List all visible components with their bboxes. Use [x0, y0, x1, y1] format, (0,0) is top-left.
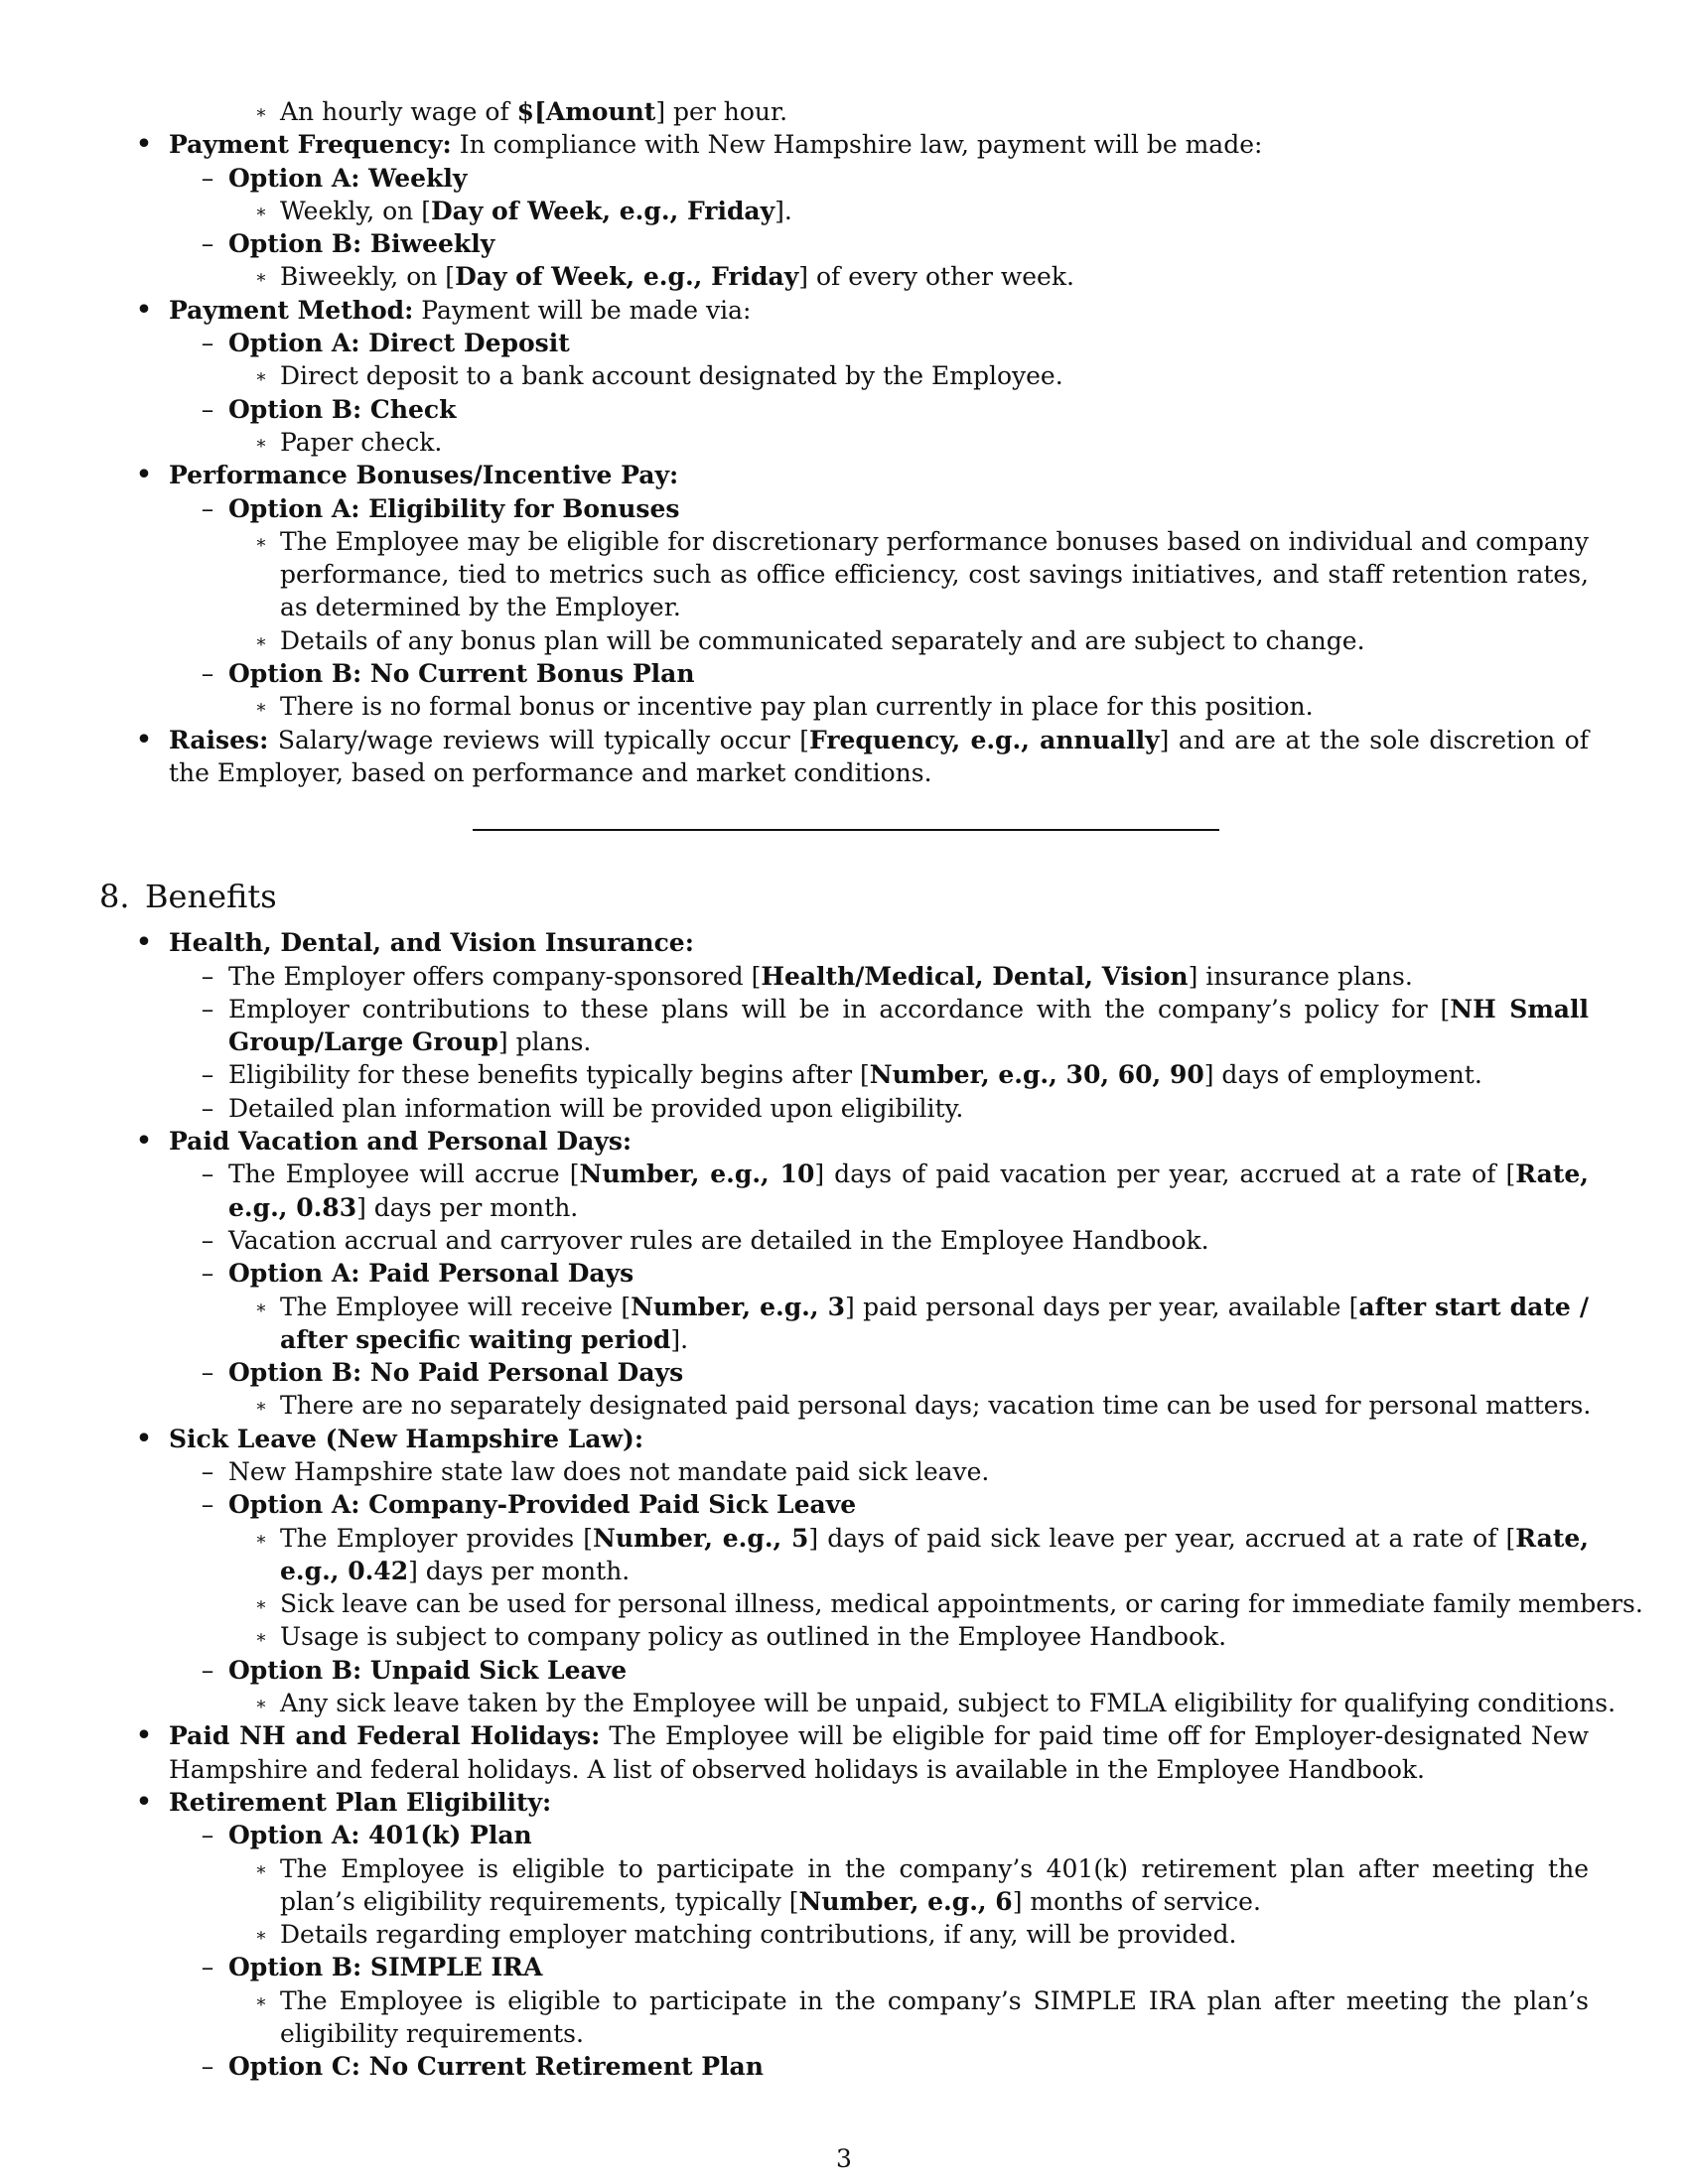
bullet-marker: • — [135, 722, 153, 757]
hourly-wage-item: ∗ An hourly wage of $[Amount] per hour. — [280, 95, 1589, 128]
dash-marker: – — [201, 1821, 214, 1850]
option-heading: – Option B: No Paid Personal Days — [228, 1356, 1589, 1389]
bullet-marker: • — [135, 1784, 153, 1820]
bullet-marker: • — [135, 1421, 153, 1456]
option-detail: ∗ Details of any bonus plan will be communicated separately and are subject to change. — [280, 624, 1589, 657]
raises-item: • Raises: Salary/wage reviews will typically occur [Frequency, e.g., annually] and are at the sole discretion of the Employer, based on performance and market conditions. — [169, 724, 1589, 790]
option-detail: ∗ Biweekly, on [Day of Week, e.g., Friday] of every other week. — [280, 260, 1589, 293]
option-heading: – Option B: No Current Bonus Plan — [228, 657, 1589, 690]
option-heading: – Option B: Biweekly — [228, 227, 1589, 260]
dash-marker: – — [201, 1160, 214, 1189]
list-item: – Eligibility for these benefits typically begins after [Number, e.g., 30, 60, 90] days of employment. — [228, 1058, 1589, 1091]
retirement-plan-item: • Retirement Plan Eligibility: — [169, 1786, 1589, 1819]
option-heading: – Option A: 401(k) Plan — [228, 1819, 1589, 1851]
star-marker: ∗ — [254, 1925, 268, 1947]
option-heading: – Option A: Paid Personal Days — [228, 1257, 1589, 1290]
option-detail: ∗ Weekly, on [Day of Week, e.g., Friday]. — [280, 195, 1589, 227]
star-marker: ∗ — [254, 432, 268, 454]
option-detail: ∗ Paper check. — [280, 426, 1589, 459]
holidays-item: • Paid NH and Federal Holidays: The Employee will be eligible for paid time off for Employer-designated New Hampshire and federal holidays. A list of observed holidays is available in the Employee Handbook. — [169, 1719, 1589, 1786]
document-page — [99, 95, 1643, 2084]
dash-marker: – — [201, 961, 214, 991]
star-marker: ∗ — [254, 630, 268, 652]
star-marker: ∗ — [254, 697, 268, 719]
list-item: – New Hampshire state law does not mandate paid sick leave. — [228, 1455, 1589, 1488]
star-marker: ∗ — [254, 1694, 268, 1715]
dash-marker: – — [201, 1259, 214, 1289]
payment-method-item: • Payment Method: Payment will be made via: — [169, 294, 1589, 327]
option-heading: – Option A: Eligibility for Bonuses — [228, 492, 1589, 525]
dash-marker: – — [201, 163, 214, 193]
paid-vacation-item: • Paid Vacation and Personal Days: — [169, 1125, 1589, 1158]
bullet-marker: • — [135, 925, 153, 961]
option-detail: ∗ There is no formal bonus or incentive pay plan currently in place for this position. — [280, 690, 1589, 723]
option-detail: ∗ There are no separately designated paid personal days; vacation time can be used for personal matters. — [280, 1389, 1589, 1422]
performance-bonus-item: • Performance Bonuses/Incentive Pay: — [169, 459, 1589, 491]
option-heading: – Option A: Direct Deposit — [228, 327, 1589, 359]
health-insurance-item: • Health, Dental, and Vision Insurance: — [169, 926, 1589, 959]
option-detail: ∗ The Employee may be eligible for discretionary performance bonuses based on individual and company performance, tied to metrics such as office efficiency, cost savings initiatives, and staff retention rates, as determined by the Employer. — [280, 525, 1589, 624]
option-heading: – Option B: Unpaid Sick Leave — [228, 1654, 1589, 1687]
dash-marker: – — [201, 329, 214, 358]
star-marker: ∗ — [254, 366, 268, 388]
option-detail: ∗ Usage is subject to company policy as outlined in the Employee Handbook. — [280, 1620, 1589, 1653]
dash-marker: – — [201, 1655, 214, 1685]
list-item: – The Employer offers company-sponsored [Health/Medical, Dental, Vision] insurance plans. — [228, 960, 1589, 993]
option-detail: ∗ The Employee is eligible to participate in the company’s SIMPLE IRA plan after meeting the plan’s eligibility requirements. — [280, 1984, 1589, 2051]
payment-frequency-item: • Payment Frequency: In compliance with New Hampshire law, payment will be made: — [169, 128, 1589, 161]
option-heading: – Option B: SIMPLE IRA — [228, 1951, 1589, 1983]
dash-marker: – — [201, 2052, 214, 2082]
section-divider — [473, 829, 1219, 831]
option-detail: ∗ The Employer provides [Number, e.g., 5] days of paid sick leave per year, accrued at a rate of [Rate, e.g., 0.42] days per month. — [280, 1522, 1589, 1588]
section-heading-benefits: 8. Benefits — [99, 878, 277, 916]
star-marker: ∗ — [254, 1858, 268, 1880]
dash-marker: – — [201, 1490, 214, 1520]
dash-marker: – — [201, 1358, 214, 1388]
option-heading: – Option A: Company-Provided Paid Sick Leave — [228, 1488, 1589, 1521]
dash-marker: – — [201, 1953, 214, 1982]
star-marker: ∗ — [254, 1627, 268, 1649]
option-heading: – Option A: Weekly — [228, 162, 1589, 195]
star-marker: ∗ — [254, 1528, 268, 1550]
star-marker: ∗ — [254, 1297, 268, 1318]
option-heading: – Option B: Check — [228, 393, 1589, 426]
page-number: 3 — [836, 2144, 852, 2173]
star-marker: ∗ — [254, 1396, 268, 1418]
dash-marker: – — [201, 394, 214, 424]
option-detail: ∗ Direct deposit to a bank account designated by the Employee. — [280, 359, 1589, 392]
option-detail: ∗ The Employee will receive [Number, e.g., 3] paid personal days per year, available [after start date / after specific waiting period]. — [280, 1291, 1589, 1357]
dash-marker: – — [201, 994, 214, 1024]
star-marker: ∗ — [254, 201, 268, 222]
dash-marker: – — [201, 1060, 214, 1090]
dash-marker: – — [201, 493, 214, 523]
dash-marker: – — [201, 1093, 214, 1123]
option-detail: ∗ Sick leave can be used for personal illness, medical appointments, or caring for immediate family members. — [280, 1587, 1589, 1620]
dash-marker: – — [201, 1225, 214, 1255]
bullet-marker: • — [135, 292, 153, 328]
list-item: – Detailed plan information will be provided upon eligibility. — [228, 1092, 1589, 1125]
star-marker: ∗ — [254, 531, 268, 553]
bullet-marker: • — [135, 458, 153, 493]
list-item: – The Employee will accrue [Number, e.g., 10] days of paid vacation per year, accrued at a rate of [Rate, e.g., 0.83] days per month. — [228, 1158, 1589, 1224]
star-marker: ∗ — [254, 1594, 268, 1616]
star-marker: ∗ — [254, 1990, 268, 2012]
star-marker: ∗ — [254, 267, 268, 289]
dash-marker: – — [201, 229, 214, 259]
star-marker: ∗ — [254, 102, 268, 123]
list-item: – Employer contributions to these plans will be in accordance with the company’s policy for [NH Small Group/Large Group] plans. — [228, 993, 1589, 1059]
dash-marker: – — [201, 659, 214, 689]
option-detail: ∗ The Employee is eligible to participate in the company’s 401(k) retirement plan after meeting the plan’s eligibility requirements, typically [Number, e.g., 6] months of service. — [280, 1852, 1589, 1919]
bullet-marker: • — [135, 127, 153, 163]
sick-leave-item: • Sick Leave (New Hampshire Law): — [169, 1423, 1589, 1455]
option-heading: – Option C: No Current Retirement Plan — [228, 2050, 1589, 2083]
option-detail: ∗ Details regarding employer matching contributions, if any, will be provided. — [280, 1918, 1589, 1951]
bullet-marker: • — [135, 1718, 153, 1754]
bullet-marker: • — [135, 1124, 153, 1160]
option-detail: ∗ Any sick leave taken by the Employee will be unpaid, subject to FMLA eligibility for qualifying conditions. — [280, 1687, 1589, 1719]
dash-marker: – — [201, 1456, 214, 1486]
list-item: – Vacation accrual and carryover rules are detailed in the Employee Handbook. — [228, 1224, 1589, 1257]
